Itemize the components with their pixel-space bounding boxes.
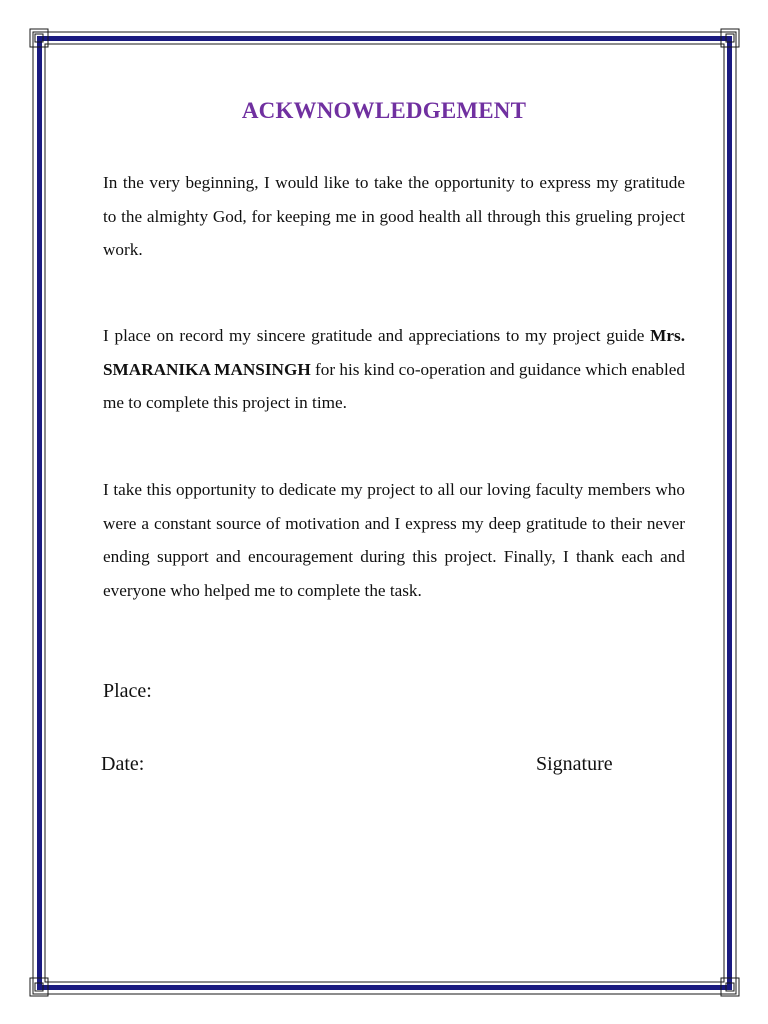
signature-label: Signature <box>536 753 613 775</box>
place-label: Place: <box>103 680 152 702</box>
guide-name: Mrs. SMARANIKA MANSINGH <box>103 326 685 379</box>
date-label: Date: <box>101 753 145 775</box>
paragraph-guide-intro: I place on record my sincere gratitude and appreciations to my project guide <box>103 326 651 345</box>
paragraph-faculty-dedication: I take this opportunity to dedicate my project to all our loving faculty members who were a constant source of motivation and I express my deep gratitude to their never ending support and encouragement during this project. Finally, I thank each and everyone who helped me to complete the task. <box>103 480 685 600</box>
paragraph-project-guide <box>103 319 685 420</box>
paragraph-guide-outro: for his kind co-operation and guidance which enabled me to complete this project in time. <box>103 359 685 413</box>
paragraph-gratitude-god: In the very beginning, I would like to take the opportunity to express my gratitude to the almighty God, for keeping me in good health all through this grueling project work. <box>103 173 685 260</box>
page-title: ACKWNOWLEDGEMENT <box>241 98 527 123</box>
